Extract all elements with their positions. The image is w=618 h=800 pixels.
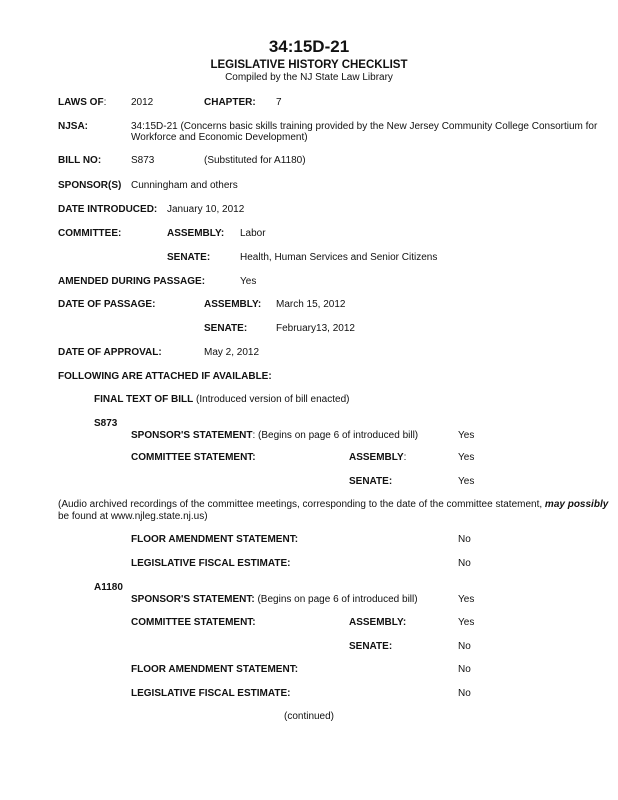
a1180-floor-label: FLOOR AMENDMENT STATEMENT: — [131, 664, 299, 675]
attached-heading: FOLLOWING ARE ATTACHED IF AVAILABLE: — [58, 371, 272, 382]
a1180-senate-value: No — [458, 641, 471, 652]
s873-assembly-value: Yes — [458, 452, 475, 463]
njsa-label: NJSA: — [58, 121, 89, 132]
passage-senate-label: SENATE: — [204, 323, 248, 334]
a1180-floor-value: No — [458, 664, 471, 675]
committee-label: COMMITTEE: — [58, 228, 122, 239]
date-of-approval-value: May 2, 2012 — [204, 347, 260, 358]
passage-assembly-label: ASSEMBLY: — [204, 299, 262, 310]
laws-of-label: LAWS OF: — [58, 97, 107, 108]
committee-assembly-label: ASSEMBLY: — [167, 228, 225, 239]
date-of-passage-label: DATE OF PASSAGE: — [58, 299, 156, 310]
page-title: 34:15D-21 — [268, 37, 350, 56]
s873-floor-label: FLOOR AMENDMENT STATEMENT: — [131, 534, 299, 545]
bill-no-value: S873 — [131, 155, 155, 166]
page-subtitle: LEGISLATIVE HISTORY CHECKLIST — [210, 59, 408, 71]
a1180-fiscal-value: No — [458, 688, 471, 699]
a1180-sponsor-statement: SPONSOR'S STATEMENT: (Begins on page 6 of introduced bill) — [131, 594, 418, 605]
a1180-assembly-value: Yes — [458, 617, 475, 628]
s873-senate-value: Yes — [458, 476, 475, 487]
passage-senate-value: February13, 2012 — [276, 323, 355, 334]
s873-assembly-label: ASSEMBLY: — [349, 452, 407, 463]
njsa-line-1: 34:15D-21 (Concerns basic skills training provided by the New Jersey Community College Consortium for — [131, 121, 598, 132]
committee-senate-label: SENATE: — [167, 252, 211, 263]
njsa-line-2: Workforce and Economic Development) — [131, 132, 308, 143]
amended-label: AMENDED DURING PASSAGE: — [58, 276, 206, 287]
date-introduced-value: January 10, 2012 — [167, 204, 245, 215]
a1180-sponsor-value: Yes — [458, 594, 475, 605]
s873-sponsor-value: Yes — [458, 430, 475, 441]
bill-no-label: BILL NO: — [58, 155, 102, 166]
date-of-approval-label: DATE OF APPROVAL: — [58, 347, 162, 358]
s873-bill-label: S873 — [94, 418, 118, 429]
s873-senate-label: SENATE: — [349, 476, 393, 487]
a1180-bill-label: A1180 — [94, 582, 123, 593]
amended-value: Yes — [240, 276, 257, 287]
final-text: FINAL TEXT OF BILL (Introduced version of bill enacted) — [94, 394, 350, 405]
audio-note-line-1: (Audio archived recordings of the committee meetings, corresponding to the date of the committee statement, may possibly — [58, 499, 609, 510]
sponsors-value: Cunningham and others — [131, 180, 238, 191]
passage-assembly-value: March 15, 2012 — [276, 299, 346, 310]
committee-assembly-value: Labor — [240, 228, 266, 239]
sponsors-label: SPONSOR(S) — [58, 180, 122, 191]
chapter-value: 7 — [276, 97, 282, 108]
s873-sponsor-statement: SPONSOR'S STATEMENT: (Begins on page 6 of introduced bill) — [131, 430, 419, 441]
bill-no-note: (Substituted for A1180) — [204, 155, 306, 166]
s873-fiscal-label: LEGISLATIVE FISCAL ESTIMATE: — [131, 558, 291, 569]
s873-fiscal-value: No — [458, 558, 471, 569]
a1180-committee-label: COMMITTEE STATEMENT: — [131, 617, 256, 628]
s873-floor-value: No — [458, 534, 471, 545]
s873-committee-label: COMMITTEE STATEMENT: — [131, 452, 256, 463]
compiled-by: Compiled by the NJ State Law Library — [225, 72, 393, 83]
date-introduced-label: DATE INTRODUCED: — [58, 204, 158, 215]
continued-note: (continued) — [283, 711, 335, 722]
a1180-fiscal-label: LEGISLATIVE FISCAL ESTIMATE: — [131, 688, 291, 699]
chapter-label: CHAPTER: — [204, 97, 256, 108]
laws-of-value: 2012 — [131, 97, 154, 108]
a1180-assembly-label: ASSEMBLY: — [349, 617, 407, 628]
audio-note-line-2: be found at www.njleg.state.nj.us) — [58, 511, 208, 522]
a1180-senate-label: SENATE: — [349, 641, 393, 652]
committee-senate-value: Health, Human Services and Senior Citizens — [240, 252, 438, 263]
